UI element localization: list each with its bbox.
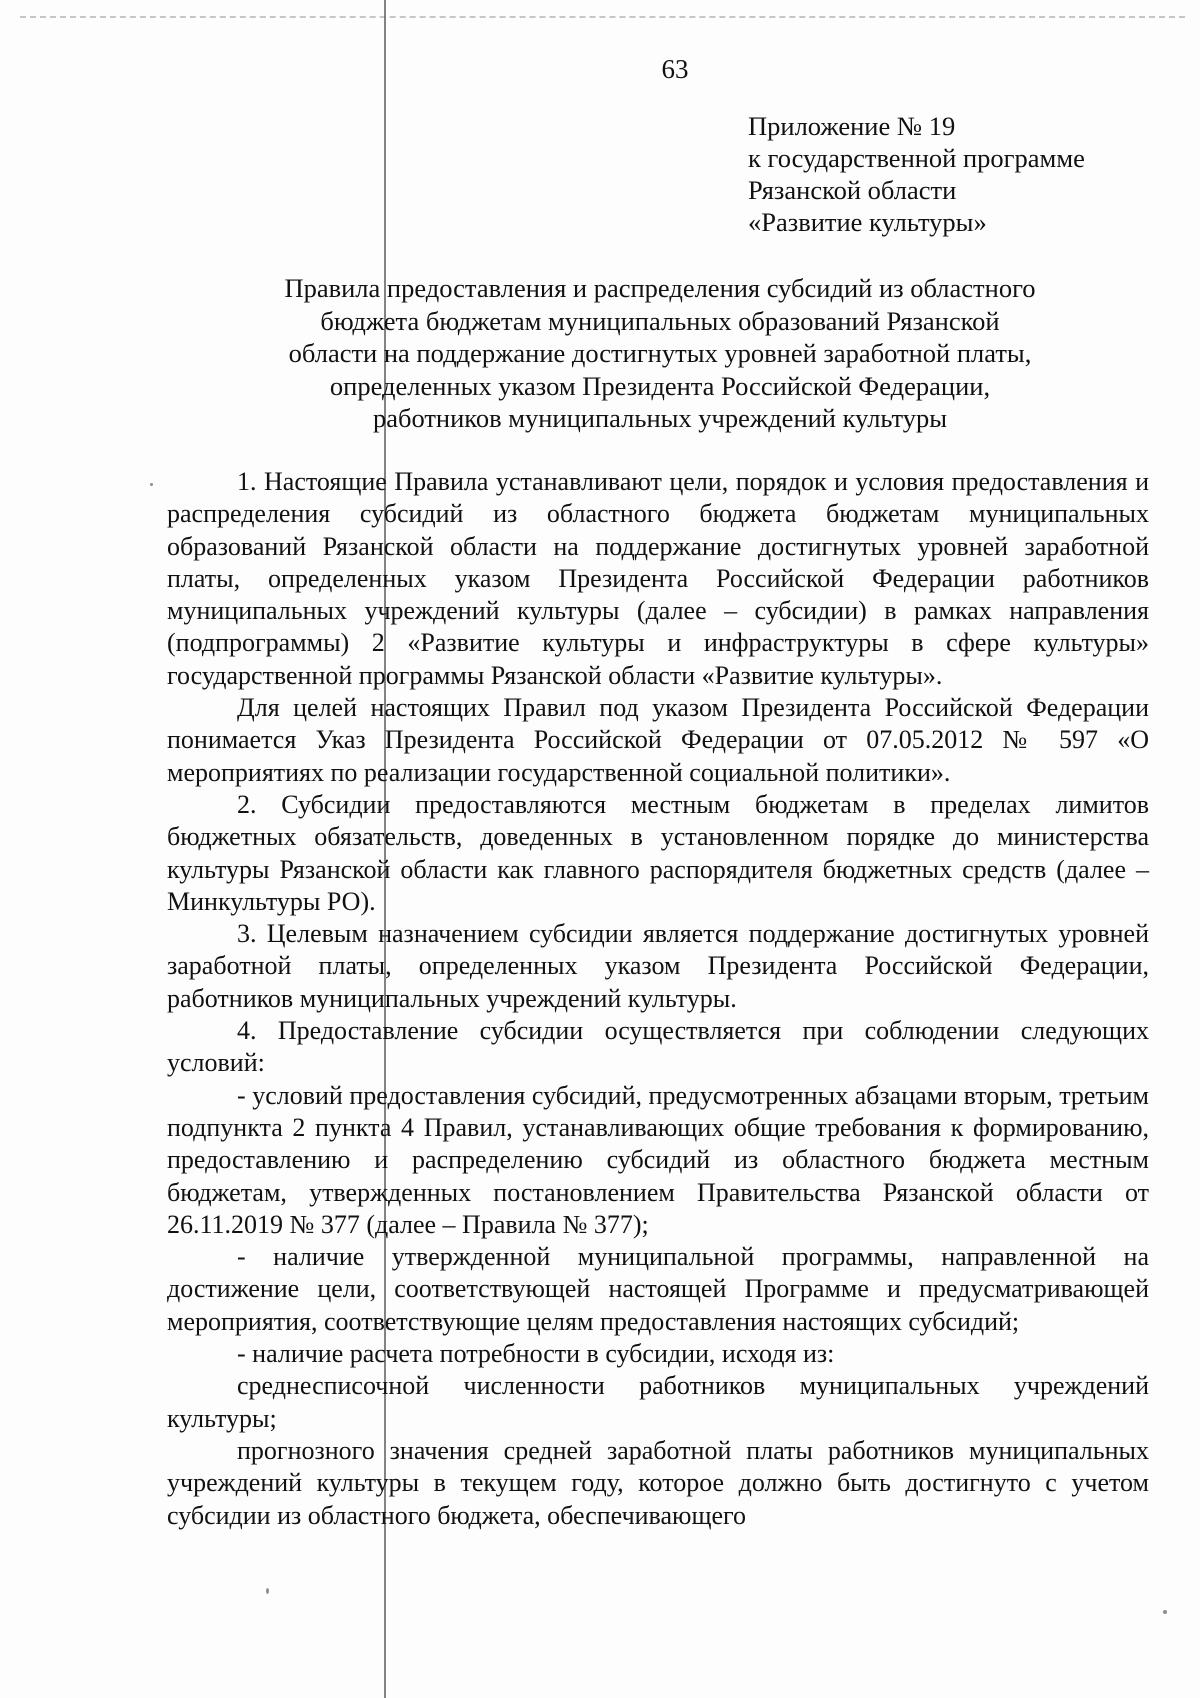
paragraph: - условий предоставления субсидий, предусмотренных абзацами вторым, третьим подпункта 2 пункта 4 Правил, устанавливающих общие требования к формированию, предоставлению и распределению субсидий из областного бюджета местным бюджетам, утвержденных постановлением Правительства Рязанской области от 26.11.2019 № 377 (далее – Правила № 377); [167, 1080, 1149, 1239]
paragraph: 2. Субсидии предоставляются местным бюджетам в пределах лимитов бюджетных обязательств, доведенных в установленном порядке до министерства культуры Рязанской области как главного распорядителя бюджетных средств (далее – Минкультуры РО). [167, 789, 1149, 916]
paragraph: - наличие расчета потребности в субсидии, исходя из: [237, 1339, 835, 1369]
title-line: работников муниципальных учреждений культуры [372, 403, 948, 434]
annex-line: Рязанской области [748, 175, 957, 205]
title-line: Правила предоставления и распределения субсидий из областного [284, 273, 1036, 303]
paragraph: Для целей настоящих Правил под указом Президента Российской Федерации понимается Указ Президента Российской Федерации от 07.05.2012 № 597 «О мероприятиях по реализации государственной социальной политики». [167, 693, 1149, 787]
scan-edge-line [20, 16, 1185, 18]
annex-block [748, 110, 1085, 238]
annex-line: «Развитие культуры» [748, 207, 987, 237]
paragraph: 3. Целевым назначением субсидии является поддержание достигнутых уровней заработной платы, определенных указом Президента Российской Федерации, работников муниципальных учреждений культуры. [167, 919, 1149, 1013]
scan-speck [1163, 1610, 1167, 1614]
paragraph: - наличие утвержденной муниципальной программы, направленной на достижение цели, соответствующей настоящей Программе и предусматривающей мероприятия, соответствующие целям предоставления настоящих субсидий; [167, 1242, 1149, 1336]
paragraph: среднесписочной численности работников муниципальных учреждений культуры; [167, 1371, 1149, 1433]
title-line: определенных указом Президента Российской Федерации, [329, 370, 991, 401]
title-line: области на поддержание достигнутых уровней заработной платы, [288, 338, 1032, 369]
annex-line: Приложение № 19 [748, 111, 956, 141]
scan-speck [150, 483, 153, 486]
scan-speck [266, 1588, 269, 1594]
annex-line: к государственной программе [748, 143, 1085, 173]
document-title [160, 272, 1160, 435]
page-number: 63 [661, 54, 689, 84]
paragraph: 1. Настоящие Правила устанавливают цели, порядок и условия предоставления и распределения субсидий из областного бюджета бюджетам муниципальных образований Рязанской области на поддержание достигнутых уровней заработной платы, определенных указом Президента Российской Федерации работников муниципальных учреждений культуры (далее – субсидии) в рамках направления (подпрограммы) 2 «Развитие культуры и инфраструктуры в сфере культуры» государственной программы Рязанской области «Развитие культуры». [167, 467, 1149, 690]
title-line: бюджета бюджетам муниципальных образований Рязанской [320, 305, 1000, 336]
body-text [167, 466, 1149, 1532]
paragraph: прогнозного значения средней заработной платы работников муниципальных учреждений культуры в текущем году, которое должно быть достигнуто с учетом субсидии из областного бюджета, обеспечивающего [167, 1435, 1149, 1530]
paragraph: 4. Предоставление субсидии осуществляется при соблюдении следующих условий: [167, 1016, 1149, 1078]
